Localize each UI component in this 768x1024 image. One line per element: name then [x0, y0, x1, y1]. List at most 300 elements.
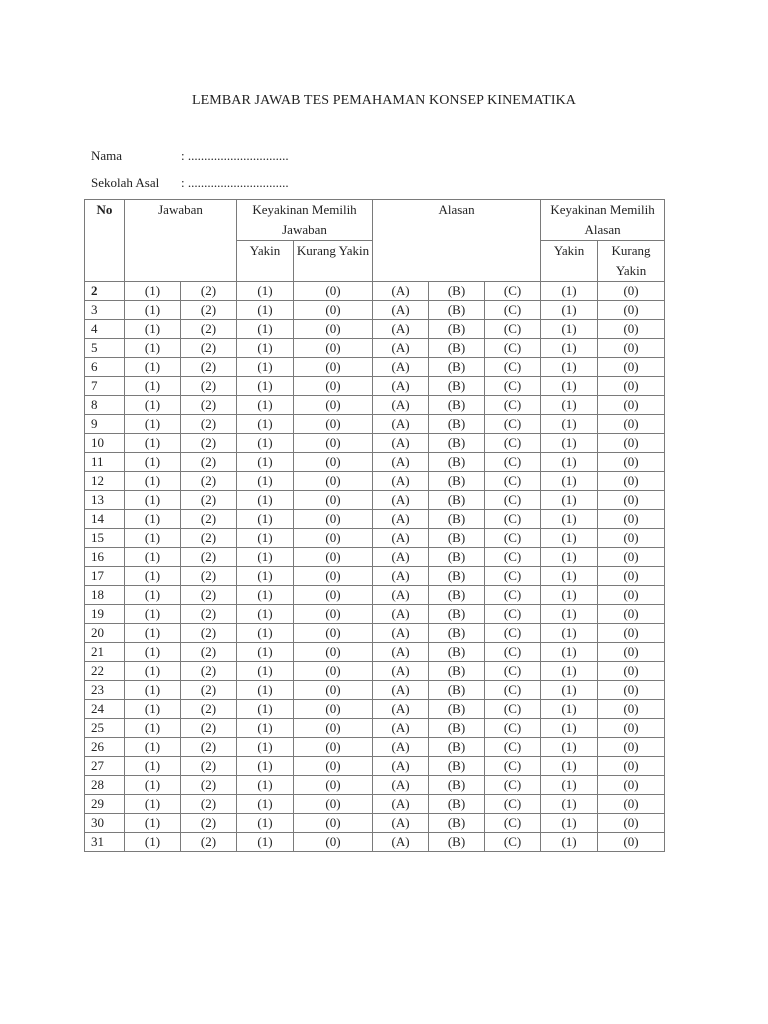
option-jawaban-2[interactable]: (2): [181, 681, 237, 700]
option-jawaban-2[interactable]: (2): [181, 814, 237, 833]
option-keyakinan-jawaban-kurang[interactable]: (0): [294, 453, 373, 472]
option-keyakinan-alasan-yakin[interactable]: (1): [541, 415, 598, 434]
option-keyakinan-jawaban-kurang[interactable]: (0): [294, 757, 373, 776]
option-keyakinan-alasan-kurang[interactable]: (0): [598, 453, 665, 472]
option-alasan-a[interactable]: (A): [373, 358, 429, 377]
option-jawaban-2[interactable]: (2): [181, 301, 237, 320]
option-alasan-c[interactable]: (C): [485, 377, 541, 396]
option-alasan-a[interactable]: (A): [373, 776, 429, 795]
option-keyakinan-alasan-yakin[interactable]: (1): [541, 510, 598, 529]
option-keyakinan-alasan-kurang[interactable]: (0): [598, 282, 665, 301]
row-number: 12: [85, 472, 125, 491]
option-alasan-a[interactable]: (A): [373, 339, 429, 358]
option-alasan-a[interactable]: (A): [373, 529, 429, 548]
option-jawaban-2[interactable]: (2): [181, 643, 237, 662]
option-alasan-c[interactable]: (C): [485, 472, 541, 491]
table-row: [85, 719, 665, 738]
option-keyakinan-alasan-yakin[interactable]: (1): [541, 472, 598, 491]
table-row: [85, 643, 665, 662]
option-alasan-b[interactable]: (B): [429, 510, 485, 529]
option-alasan-a[interactable]: (A): [373, 491, 429, 510]
option-jawaban-1[interactable]: (1): [125, 491, 181, 510]
option-alasan-a[interactable]: (A): [373, 415, 429, 434]
option-keyakinan-jawaban-yakin[interactable]: (1): [237, 624, 294, 643]
option-jawaban-1[interactable]: (1): [125, 453, 181, 472]
option-jawaban-1[interactable]: (1): [125, 567, 181, 586]
option-keyakinan-jawaban-yakin[interactable]: (1): [237, 339, 294, 358]
option-jawaban-2[interactable]: (2): [181, 548, 237, 567]
row-number: 22: [85, 662, 125, 681]
option-alasan-b[interactable]: (B): [429, 491, 485, 510]
option-jawaban-1[interactable]: (1): [125, 776, 181, 795]
option-keyakinan-alasan-yakin[interactable]: (1): [541, 434, 598, 453]
option-keyakinan-alasan-kurang[interactable]: (0): [598, 415, 665, 434]
option-alasan-c[interactable]: (C): [485, 320, 541, 339]
option-alasan-c[interactable]: (C): [485, 548, 541, 567]
option-jawaban-1[interactable]: (1): [125, 396, 181, 415]
option-alasan-c[interactable]: (C): [485, 700, 541, 719]
option-alasan-c[interactable]: (C): [485, 415, 541, 434]
option-alasan-a[interactable]: (A): [373, 700, 429, 719]
option-alasan-b[interactable]: (B): [429, 814, 485, 833]
option-jawaban-2[interactable]: (2): [181, 662, 237, 681]
option-alasan-a[interactable]: (A): [373, 833, 429, 852]
option-keyakinan-alasan-kurang[interactable]: (0): [598, 795, 665, 814]
option-keyakinan-jawaban-yakin[interactable]: (1): [237, 757, 294, 776]
option-keyakinan-jawaban-kurang[interactable]: (0): [294, 776, 373, 795]
option-alasan-c[interactable]: (C): [485, 586, 541, 605]
option-keyakinan-alasan-kurang[interactable]: (0): [598, 472, 665, 491]
option-keyakinan-alasan-yakin[interactable]: (1): [541, 453, 598, 472]
name-field: [91, 148, 289, 164]
option-keyakinan-alasan-kurang[interactable]: (0): [598, 814, 665, 833]
table-row: [85, 757, 665, 776]
option-alasan-a[interactable]: (A): [373, 301, 429, 320]
school-value[interactable]: : ...............................: [181, 175, 289, 190]
option-alasan-a[interactable]: (A): [373, 377, 429, 396]
option-alasan-a[interactable]: (A): [373, 757, 429, 776]
option-keyakinan-jawaban-yakin[interactable]: (1): [237, 738, 294, 757]
option-jawaban-2[interactable]: (2): [181, 529, 237, 548]
option-alasan-a[interactable]: (A): [373, 624, 429, 643]
option-jawaban-1[interactable]: (1): [125, 719, 181, 738]
option-keyakinan-alasan-kurang[interactable]: (0): [598, 377, 665, 396]
option-jawaban-2[interactable]: (2): [181, 624, 237, 643]
table-row: [85, 339, 665, 358]
option-alasan-c[interactable]: (C): [485, 624, 541, 643]
option-alasan-c[interactable]: (C): [485, 776, 541, 795]
option-jawaban-1[interactable]: (1): [125, 510, 181, 529]
option-jawaban-2[interactable]: (2): [181, 339, 237, 358]
option-alasan-c[interactable]: (C): [485, 434, 541, 453]
row-number: 31: [85, 833, 125, 852]
option-jawaban-2[interactable]: (2): [181, 738, 237, 757]
option-keyakinan-jawaban-yakin[interactable]: (1): [237, 396, 294, 415]
page-title: LEMBAR JAWAB TES PEMAHAMAN KONSEP KINEMATIKA: [191, 93, 577, 108]
option-jawaban-2[interactable]: (2): [181, 605, 237, 624]
option-keyakinan-alasan-yakin[interactable]: (1): [541, 757, 598, 776]
option-keyakinan-jawaban-kurang[interactable]: (0): [294, 320, 373, 339]
option-alasan-b[interactable]: (B): [429, 282, 485, 301]
option-alasan-c[interactable]: (C): [485, 795, 541, 814]
option-keyakinan-jawaban-yakin[interactable]: (1): [237, 510, 294, 529]
row-number: 14: [85, 510, 125, 529]
option-keyakinan-jawaban-kurang[interactable]: (0): [294, 567, 373, 586]
table-row: [85, 776, 665, 795]
option-alasan-c[interactable]: (C): [485, 339, 541, 358]
option-keyakinan-alasan-yakin[interactable]: (1): [541, 624, 598, 643]
option-jawaban-2[interactable]: (2): [181, 700, 237, 719]
option-alasan-a[interactable]: (A): [373, 434, 429, 453]
option-alasan-b[interactable]: (B): [429, 567, 485, 586]
row-number: 25: [85, 719, 125, 738]
option-alasan-b[interactable]: (B): [429, 643, 485, 662]
option-alasan-b[interactable]: (B): [429, 624, 485, 643]
option-keyakinan-jawaban-yakin[interactable]: (1): [237, 719, 294, 738]
option-keyakinan-alasan-kurang[interactable]: (0): [598, 529, 665, 548]
option-jawaban-1[interactable]: (1): [125, 624, 181, 643]
school-field: [91, 175, 289, 191]
option-jawaban-1[interactable]: (1): [125, 586, 181, 605]
option-keyakinan-jawaban-yakin[interactable]: (1): [237, 358, 294, 377]
option-alasan-b[interactable]: (B): [429, 662, 485, 681]
option-alasan-b[interactable]: (B): [429, 605, 485, 624]
option-jawaban-1[interactable]: (1): [125, 681, 181, 700]
option-keyakinan-jawaban-kurang[interactable]: (0): [294, 377, 373, 396]
option-jawaban-1[interactable]: (1): [125, 757, 181, 776]
option-alasan-c[interactable]: (C): [485, 301, 541, 320]
option-jawaban-2[interactable]: (2): [181, 795, 237, 814]
answer-sheet-table: [84, 199, 665, 852]
option-jawaban-2[interactable]: (2): [181, 776, 237, 795]
option-keyakinan-alasan-kurang[interactable]: (0): [598, 757, 665, 776]
option-alasan-b[interactable]: (B): [429, 586, 485, 605]
table-row: [85, 567, 665, 586]
option-keyakinan-jawaban-yakin[interactable]: (1): [237, 491, 294, 510]
row-number: 24: [85, 700, 125, 719]
option-keyakinan-jawaban-yakin[interactable]: (1): [237, 605, 294, 624]
option-alasan-c[interactable]: (C): [485, 453, 541, 472]
option-keyakinan-jawaban-kurang[interactable]: (0): [294, 738, 373, 757]
option-alasan-b[interactable]: (B): [429, 548, 485, 567]
option-keyakinan-jawaban-yakin[interactable]: (1): [237, 377, 294, 396]
option-keyakinan-jawaban-kurang[interactable]: (0): [294, 396, 373, 415]
option-keyakinan-alasan-kurang[interactable]: (0): [598, 738, 665, 757]
option-alasan-c[interactable]: (C): [485, 719, 541, 738]
table-row: [85, 529, 665, 548]
option-alasan-c[interactable]: (C): [485, 396, 541, 415]
option-alasan-c[interactable]: (C): [485, 738, 541, 757]
option-keyakinan-alasan-kurang[interactable]: (0): [598, 301, 665, 320]
option-jawaban-1[interactable]: (1): [125, 738, 181, 757]
option-alasan-a[interactable]: (A): [373, 814, 429, 833]
option-keyakinan-jawaban-yakin[interactable]: (1): [237, 472, 294, 491]
option-keyakinan-alasan-kurang[interactable]: (0): [598, 624, 665, 643]
option-alasan-b[interactable]: (B): [429, 529, 485, 548]
option-jawaban-1[interactable]: (1): [125, 320, 181, 339]
option-alasan-c[interactable]: (C): [485, 681, 541, 700]
option-keyakinan-alasan-yakin[interactable]: (1): [541, 358, 598, 377]
option-keyakinan-alasan-yakin[interactable]: (1): [541, 586, 598, 605]
option-alasan-c[interactable]: (C): [485, 757, 541, 776]
option-keyakinan-alasan-yakin[interactable]: (1): [541, 491, 598, 510]
option-keyakinan-alasan-yakin[interactable]: (1): [541, 605, 598, 624]
option-jawaban-1[interactable]: (1): [125, 339, 181, 358]
option-keyakinan-jawaban-yakin[interactable]: (1): [237, 434, 294, 453]
option-jawaban-2[interactable]: (2): [181, 358, 237, 377]
option-jawaban-1[interactable]: (1): [125, 301, 181, 320]
option-keyakinan-jawaban-kurang[interactable]: (0): [294, 282, 373, 301]
option-jawaban-2[interactable]: (2): [181, 586, 237, 605]
option-alasan-b[interactable]: (B): [429, 320, 485, 339]
option-keyakinan-alasan-yakin[interactable]: (1): [541, 548, 598, 567]
option-jawaban-1[interactable]: (1): [125, 700, 181, 719]
option-jawaban-2[interactable]: (2): [181, 757, 237, 776]
option-keyakinan-alasan-kurang[interactable]: (0): [598, 567, 665, 586]
option-alasan-c[interactable]: (C): [485, 814, 541, 833]
option-jawaban-1[interactable]: (1): [125, 795, 181, 814]
option-jawaban-2[interactable]: (2): [181, 833, 237, 852]
option-keyakinan-jawaban-kurang[interactable]: (0): [294, 795, 373, 814]
option-jawaban-2[interactable]: (2): [181, 434, 237, 453]
option-alasan-c[interactable]: (C): [485, 358, 541, 377]
row-number: 20: [85, 624, 125, 643]
option-alasan-a[interactable]: (A): [373, 662, 429, 681]
row-number: 6: [85, 358, 125, 377]
option-keyakinan-jawaban-yakin[interactable]: (1): [237, 301, 294, 320]
option-keyakinan-alasan-yakin[interactable]: (1): [541, 662, 598, 681]
option-keyakinan-jawaban-yakin[interactable]: (1): [237, 795, 294, 814]
option-alasan-c[interactable]: (C): [485, 662, 541, 681]
option-alasan-b[interactable]: (B): [429, 434, 485, 453]
option-keyakinan-jawaban-kurang[interactable]: (0): [294, 339, 373, 358]
table-row: [85, 605, 665, 624]
option-keyakinan-jawaban-kurang[interactable]: (0): [294, 814, 373, 833]
option-alasan-b[interactable]: (B): [429, 757, 485, 776]
option-keyakinan-jawaban-yakin[interactable]: (1): [237, 700, 294, 719]
option-jawaban-1[interactable]: (1): [125, 605, 181, 624]
option-keyakinan-alasan-yakin[interactable]: (1): [541, 719, 598, 738]
option-jawaban-1[interactable]: (1): [125, 358, 181, 377]
option-keyakinan-jawaban-yakin[interactable]: (1): [237, 776, 294, 795]
option-keyakinan-alasan-kurang[interactable]: (0): [598, 491, 665, 510]
option-jawaban-1[interactable]: (1): [125, 643, 181, 662]
option-jawaban-1[interactable]: (1): [125, 833, 181, 852]
option-keyakinan-alasan-kurang[interactable]: (0): [598, 605, 665, 624]
option-keyakinan-jawaban-kurang[interactable]: (0): [294, 472, 373, 491]
option-keyakinan-alasan-kurang[interactable]: (0): [598, 320, 665, 339]
option-alasan-b[interactable]: (B): [429, 358, 485, 377]
option-alasan-a[interactable]: (A): [373, 472, 429, 491]
option-alasan-b[interactable]: (B): [429, 700, 485, 719]
option-jawaban-1[interactable]: (1): [125, 472, 181, 491]
option-keyakinan-alasan-kurang[interactable]: (0): [598, 700, 665, 719]
row-number: 26: [85, 738, 125, 757]
option-keyakinan-alasan-yakin[interactable]: (1): [541, 795, 598, 814]
option-keyakinan-alasan-kurang[interactable]: (0): [598, 776, 665, 795]
option-keyakinan-jawaban-kurang[interactable]: (0): [294, 434, 373, 453]
option-keyakinan-alasan-kurang[interactable]: (0): [598, 358, 665, 377]
option-alasan-a[interactable]: (A): [373, 396, 429, 415]
option-keyakinan-alasan-yakin[interactable]: (1): [541, 738, 598, 757]
option-alasan-b[interactable]: (B): [429, 719, 485, 738]
option-alasan-c[interactable]: (C): [485, 510, 541, 529]
option-alasan-a[interactable]: (A): [373, 643, 429, 662]
option-alasan-c[interactable]: (C): [485, 529, 541, 548]
option-keyakinan-jawaban-kurang[interactable]: (0): [294, 700, 373, 719]
option-jawaban-2[interactable]: (2): [181, 377, 237, 396]
option-keyakinan-jawaban-yakin[interactable]: (1): [237, 586, 294, 605]
option-alasan-b[interactable]: (B): [429, 833, 485, 852]
option-jawaban-1[interactable]: (1): [125, 662, 181, 681]
option-keyakinan-jawaban-yakin[interactable]: (1): [237, 320, 294, 339]
row-number: 10: [85, 434, 125, 453]
option-keyakinan-jawaban-kurang[interactable]: (0): [294, 586, 373, 605]
option-keyakinan-alasan-yakin[interactable]: (1): [541, 320, 598, 339]
option-alasan-a[interactable]: (A): [373, 567, 429, 586]
option-alasan-b[interactable]: (B): [429, 453, 485, 472]
option-keyakinan-jawaban-kurang[interactable]: (0): [294, 833, 373, 852]
option-keyakinan-jawaban-yakin[interactable]: (1): [237, 567, 294, 586]
option-keyakinan-alasan-yakin[interactable]: (1): [541, 567, 598, 586]
option-jawaban-1[interactable]: (1): [125, 529, 181, 548]
option-keyakinan-alasan-kurang[interactable]: (0): [598, 510, 665, 529]
option-jawaban-1[interactable]: (1): [125, 415, 181, 434]
table-row: [85, 662, 665, 681]
option-keyakinan-jawaban-kurang[interactable]: (0): [294, 605, 373, 624]
option-keyakinan-alasan-yakin[interactable]: (1): [541, 301, 598, 320]
option-keyakinan-alasan-yakin[interactable]: (1): [541, 377, 598, 396]
option-keyakinan-alasan-yakin[interactable]: (1): [541, 396, 598, 415]
option-jawaban-2[interactable]: (2): [181, 472, 237, 491]
option-alasan-a[interactable]: (A): [373, 282, 429, 301]
option-keyakinan-jawaban-yakin[interactable]: (1): [237, 282, 294, 301]
option-alasan-a[interactable]: (A): [373, 738, 429, 757]
table-row: [85, 415, 665, 434]
option-alasan-a[interactable]: (A): [373, 795, 429, 814]
option-alasan-c[interactable]: (C): [485, 643, 541, 662]
option-keyakinan-jawaban-kurang[interactable]: (0): [294, 681, 373, 700]
name-value[interactable]: : ...............................: [181, 148, 289, 163]
option-jawaban-2[interactable]: (2): [181, 491, 237, 510]
option-alasan-b[interactable]: (B): [429, 795, 485, 814]
option-alasan-c[interactable]: (C): [485, 605, 541, 624]
option-jawaban-2[interactable]: (2): [181, 719, 237, 738]
option-keyakinan-alasan-kurang[interactable]: (0): [598, 339, 665, 358]
option-alasan-b[interactable]: (B): [429, 377, 485, 396]
option-keyakinan-jawaban-yakin[interactable]: (1): [237, 833, 294, 852]
option-keyakinan-jawaban-yakin[interactable]: (1): [237, 548, 294, 567]
option-keyakinan-jawaban-yakin[interactable]: (1): [237, 529, 294, 548]
option-alasan-a[interactable]: (A): [373, 510, 429, 529]
option-jawaban-2[interactable]: (2): [181, 567, 237, 586]
option-jawaban-1[interactable]: (1): [125, 434, 181, 453]
option-keyakinan-alasan-yakin[interactable]: (1): [541, 643, 598, 662]
option-alasan-b[interactable]: (B): [429, 681, 485, 700]
option-keyakinan-jawaban-yakin[interactable]: (1): [237, 662, 294, 681]
option-alasan-a[interactable]: (A): [373, 719, 429, 738]
option-keyakinan-alasan-yakin[interactable]: (1): [541, 776, 598, 795]
option-keyakinan-alasan-kurang[interactable]: (0): [598, 681, 665, 700]
option-keyakinan-jawaban-kurang[interactable]: (0): [294, 529, 373, 548]
option-keyakinan-alasan-yakin[interactable]: (1): [541, 700, 598, 719]
table-row: [85, 738, 665, 757]
option-jawaban-2[interactable]: (2): [181, 320, 237, 339]
option-jawaban-1[interactable]: (1): [125, 548, 181, 567]
option-keyakinan-alasan-kurang[interactable]: (0): [598, 833, 665, 852]
option-jawaban-2[interactable]: (2): [181, 453, 237, 472]
option-keyakinan-jawaban-yakin[interactable]: (1): [237, 415, 294, 434]
option-jawaban-1[interactable]: (1): [125, 814, 181, 833]
option-alasan-b[interactable]: (B): [429, 339, 485, 358]
option-keyakinan-jawaban-kurang[interactable]: (0): [294, 301, 373, 320]
option-alasan-c[interactable]: (C): [485, 567, 541, 586]
option-keyakinan-jawaban-yakin[interactable]: (1): [237, 681, 294, 700]
row-number: 28: [85, 776, 125, 795]
option-keyakinan-alasan-yakin[interactable]: (1): [541, 282, 598, 301]
option-keyakinan-alasan-yakin[interactable]: (1): [541, 814, 598, 833]
option-alasan-a[interactable]: (A): [373, 320, 429, 339]
option-alasan-a[interactable]: (A): [373, 453, 429, 472]
option-alasan-b[interactable]: (B): [429, 396, 485, 415]
option-keyakinan-alasan-yakin[interactable]: (1): [541, 529, 598, 548]
option-keyakinan-jawaban-kurang[interactable]: (0): [294, 510, 373, 529]
option-alasan-b[interactable]: (B): [429, 472, 485, 491]
option-keyakinan-alasan-kurang[interactable]: (0): [598, 643, 665, 662]
option-keyakinan-jawaban-yakin[interactable]: (1): [237, 453, 294, 472]
option-alasan-a[interactable]: (A): [373, 681, 429, 700]
option-jawaban-2[interactable]: (2): [181, 415, 237, 434]
option-keyakinan-alasan-kurang[interactable]: (0): [598, 662, 665, 681]
option-alasan-c[interactable]: (C): [485, 282, 541, 301]
option-jawaban-2[interactable]: (2): [181, 396, 237, 415]
option-keyakinan-jawaban-kurang[interactable]: (0): [294, 719, 373, 738]
option-keyakinan-alasan-yakin[interactable]: (1): [541, 681, 598, 700]
header-kurang-yakin: Kurang Yakin: [598, 241, 665, 282]
option-alasan-c[interactable]: (C): [485, 491, 541, 510]
option-alasan-b[interactable]: (B): [429, 738, 485, 757]
option-keyakinan-alasan-yakin[interactable]: (1): [541, 833, 598, 852]
option-keyakinan-alasan-kurang[interactable]: (0): [598, 586, 665, 605]
option-jawaban-2[interactable]: (2): [181, 282, 237, 301]
option-keyakinan-jawaban-kurang[interactable]: (0): [294, 662, 373, 681]
option-keyakinan-jawaban-kurang[interactable]: (0): [294, 643, 373, 662]
header-yakin: Yakin: [237, 241, 294, 282]
option-keyakinan-alasan-yakin[interactable]: (1): [541, 339, 598, 358]
option-keyakinan-jawaban-kurang[interactable]: (0): [294, 358, 373, 377]
option-alasan-b[interactable]: (B): [429, 776, 485, 795]
option-keyakinan-jawaban-yakin[interactable]: (1): [237, 814, 294, 833]
option-keyakinan-jawaban-kurang[interactable]: (0): [294, 415, 373, 434]
option-alasan-b[interactable]: (B): [429, 415, 485, 434]
option-alasan-b[interactable]: (B): [429, 301, 485, 320]
option-alasan-a[interactable]: (A): [373, 605, 429, 624]
option-keyakinan-jawaban-kurang[interactable]: (0): [294, 548, 373, 567]
option-keyakinan-jawaban-kurang[interactable]: (0): [294, 624, 373, 643]
option-alasan-a[interactable]: (A): [373, 548, 429, 567]
option-keyakinan-alasan-kurang[interactable]: (0): [598, 434, 665, 453]
option-keyakinan-alasan-kurang[interactable]: (0): [598, 396, 665, 415]
option-keyakinan-jawaban-yakin[interactable]: (1): [237, 643, 294, 662]
option-jawaban-2[interactable]: (2): [181, 510, 237, 529]
option-alasan-a[interactable]: (A): [373, 586, 429, 605]
option-keyakinan-alasan-kurang[interactable]: (0): [598, 548, 665, 567]
option-alasan-c[interactable]: (C): [485, 833, 541, 852]
option-keyakinan-alasan-kurang[interactable]: (0): [598, 719, 665, 738]
option-jawaban-1[interactable]: (1): [125, 282, 181, 301]
option-jawaban-1[interactable]: (1): [125, 377, 181, 396]
option-keyakinan-jawaban-kurang[interactable]: (0): [294, 491, 373, 510]
